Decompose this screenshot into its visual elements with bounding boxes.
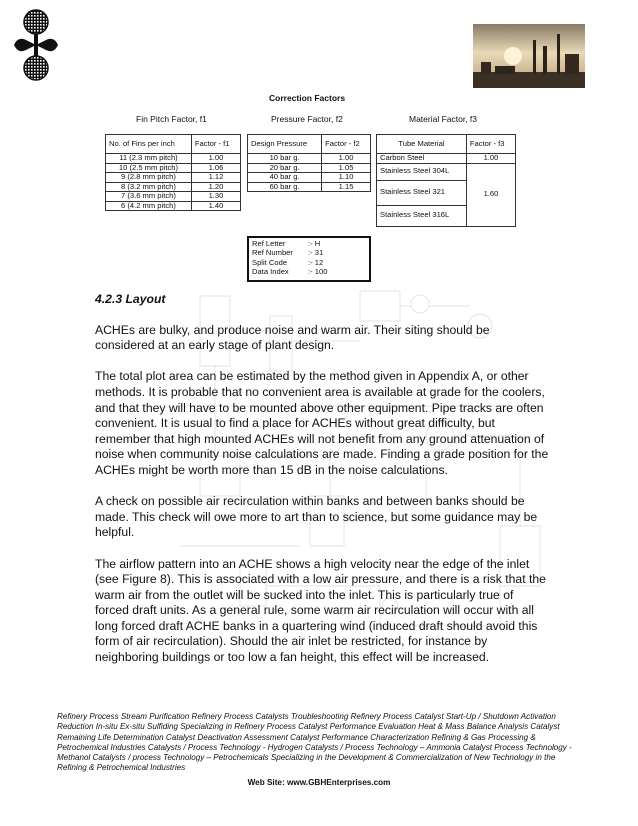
table-header-row — [106, 135, 241, 154]
table-header: Design Pressure — [248, 135, 322, 154]
table-cell: 1.60 — [466, 163, 515, 226]
table-row — [106, 192, 241, 202]
table-cell: 60 bar g. — [248, 182, 322, 192]
fin-pitch-table — [105, 134, 241, 211]
reference-row — [252, 258, 366, 267]
table-header: Factor - f2 — [322, 135, 371, 154]
table-cell: Carbon Steel — [377, 154, 467, 164]
section-heading: 4.2.3 Layout — [95, 292, 166, 306]
refinery-photo — [473, 24, 585, 88]
table-cell: 1.05 — [322, 163, 371, 173]
table-row — [377, 154, 516, 164]
table-cell: 1.12 — [191, 173, 240, 183]
layout-section — [95, 292, 550, 681]
table-cell: 1.15 — [322, 182, 371, 192]
table-cell: 20 bar g. — [248, 163, 322, 173]
table-row — [248, 173, 371, 183]
table-cell: 1.00 — [191, 154, 240, 164]
table-row — [106, 201, 241, 211]
table-row — [377, 163, 516, 180]
paragraph: A check on possible air recirculation within banks and between banks should be made. This check will owe more to art than to science, but some guidance may be helpful. — [95, 494, 538, 540]
table-header-row — [248, 135, 371, 154]
pressure-factor-table — [247, 134, 371, 192]
footer-website: Web Site: www.GBHEnterprises.com — [247, 778, 391, 787]
table-header-row — [377, 135, 516, 154]
table-cell: 6 (4.2 mm pitch) — [106, 201, 192, 211]
material-factor-table — [376, 134, 516, 227]
reference-row — [252, 248, 366, 257]
reference-value: :- 100 — [308, 267, 328, 277]
table-cell: 1.00 — [322, 154, 371, 164]
table-row — [106, 173, 241, 183]
table-cell: 10 (2.5 mm pitch) — [106, 163, 192, 173]
reference-box — [247, 236, 371, 282]
table-cell: 7 (3.6 mm pitch) — [106, 192, 192, 202]
table-cell: 1.06 — [191, 163, 240, 173]
reference-key: Ref Letter — [252, 239, 286, 248]
table-cell: 40 bar g. — [248, 173, 322, 183]
table-row — [106, 154, 241, 164]
fin-pitch-factor-subtitle: Fin Pitch Factor, f1 — [136, 114, 207, 124]
table-cell: Stainless Steel 304L — [377, 163, 467, 180]
table-cell: 1.40 — [191, 201, 240, 211]
paragraph: ACHEs are bulky, and produce noise and warm air. Their siting should be considered at an early stage of plant design. — [95, 322, 490, 353]
company-logo-icon — [10, 6, 62, 84]
table-row — [248, 182, 371, 192]
table-cell: 1.00 — [466, 154, 515, 164]
table-cell: 1.10 — [322, 173, 371, 183]
material-factor-subtitle: Material Factor, f3 — [409, 114, 478, 124]
paragraph: The total plot area can be estimated by the method given in Appendix A, or other methods. It is probable that no convenient area is available at grade for the coolers, and that they will have to be mounted above other equipment. Pipe tracks are often convenient. It is usual to find a place for ACHEs without great difficulty, but remember that high mounted ACHEs will not benefit from any ground attenuation of noise when community noise calculations are made. Finding a grade position for the ACHEs might be worth more than 15 dB in the noise calculations. — [95, 369, 549, 477]
reference-key: Ref Number — [252, 248, 293, 258]
table-cell: Stainless Steel 321 — [377, 180, 467, 205]
table-cell: Stainless Steel 316L — [377, 205, 467, 226]
correction-factors-title: Correction Factors — [269, 93, 346, 103]
table-header: No. of Fins per inch — [106, 135, 192, 154]
reference-key: Data Index — [252, 267, 289, 277]
reference-key: Split Code — [252, 257, 288, 267]
table-cell: 9 (2.8 mm pitch) — [106, 173, 192, 183]
paragraph: The airflow pattern into an ACHE shows a high velocity near the edge of the inlet (see Figure 8). This is associated with a low air pressure, and there is a risk that the warm air from the outlet will be sucked into the inlet. This is particularly true of forced draft units. As a general rule, some warm air recirculation will occur with all long forced draft ACHE banks in a quartering wind (induced draft should avoid this form of air recirculation). Should the air inlet be restricted, for instance by neighboring buildings or too low a fan height, this effect will be increased. — [95, 556, 546, 665]
table-row — [248, 154, 371, 164]
footer-services-text: Refinery Process Stream Purification Refinery Process Catalysts Troubleshooting Refinery Process Catalyst Start-Up / Shutdown Activation Reduction In-situ Ex-situ Sulfiding Specializing in Refinery Process Catalyst Performance Evaluation Heat & Mass Balance Analysis Catalyst Remaining Life Determination Catalyst Deactivation Assessment Catalyst Performance Characterization Refining & Gas Processing & Petrochemical Industries Catalysts / Process Technology - Hydrogen Catalysts / Process Technology – Ammonia Catalyst Process Technology - Methanol Catalysts / process Technology – Petrochemicals Specializing in the Development & Commercialization of New Technology in the Refining & Petrochemical Industries — [57, 712, 572, 773]
table-cell: 1.30 — [191, 192, 240, 202]
table-header: Factor - f3 — [466, 135, 515, 154]
reference-row — [252, 267, 366, 276]
table-cell: 1.20 — [191, 182, 240, 192]
reference-value: :- 31 — [308, 248, 324, 258]
table-cell: 10 bar g. — [248, 154, 322, 164]
pressure-factor-subtitle: Pressure Factor, f2 — [271, 114, 343, 124]
reference-value: :- H — [308, 239, 321, 248]
reference-value: :- 12 — [308, 257, 324, 267]
table-cell: 11 (2.3 mm pitch) — [106, 154, 192, 164]
table-header: Factor - f1 — [191, 135, 240, 154]
table-cell: 8 (3.2 mm pitch) — [106, 182, 192, 192]
reference-row — [252, 239, 366, 248]
table-header: Tube Material — [377, 135, 467, 154]
